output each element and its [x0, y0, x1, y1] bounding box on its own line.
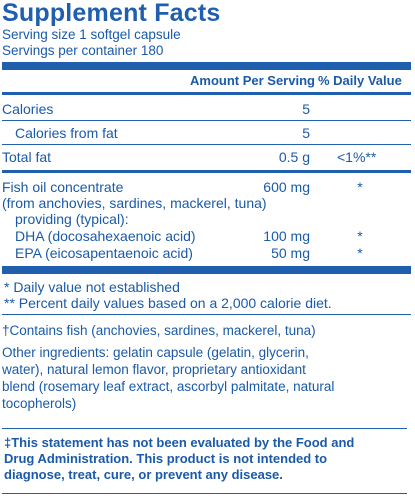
row-divider: [2, 120, 411, 121]
other-ingredients-line: blend (rosemary leaf extract, ascorbyl palmitate, natural: [2, 379, 335, 394]
row-amount-epa: 50 mg: [271, 245, 310, 261]
column-header-daily-value: % Daily Value: [318, 73, 402, 88]
row-amount-fish-oil: 600 mg: [263, 179, 310, 195]
row-amount-calories: 5: [302, 101, 310, 117]
row-label-fish-oil-source: (from anchovies, sardines, mackerel, tuna): [2, 195, 267, 211]
disclaimer-line: ‡This statement has not been evaluated by the Food and: [4, 435, 355, 450]
serving-size: Serving size 1 softgel capsule: [2, 27, 181, 42]
thick-divider: [2, 266, 411, 274]
row-dv-epa: *: [357, 245, 363, 261]
row-label-epa: EPA (eicosapentaenoic acid): [15, 245, 193, 261]
header-divider: [2, 92, 411, 95]
row-label-total-fat: Total fat: [2, 149, 52, 165]
row-dv-total-fat: <1%**: [337, 149, 377, 165]
row-label-fish-oil: Fish oil concentrate: [2, 179, 124, 195]
servings-per-container: Servings per container 180: [2, 43, 164, 58]
row-label-calories: Calories: [2, 101, 54, 117]
row-dv-fish-oil: *: [357, 179, 363, 195]
row-divider: [2, 144, 411, 145]
panel-title: Supplement Facts: [2, 0, 221, 27]
other-ingredients-line: tocopherols): [2, 396, 77, 411]
row-label-calories-from-fat: Calories from fat: [15, 125, 118, 141]
row-amount-calories-from-fat: 5: [302, 125, 310, 141]
thick-divider: [2, 62, 411, 70]
disclaimer-line: Drug Administration. This product is not intended to: [4, 451, 328, 466]
row-label-providing: providing (typical):: [15, 211, 129, 227]
contains-fish-note: †Contains fish (anchovies, sardines, mackerel, tuna): [2, 323, 316, 338]
row-dv-dha: *: [357, 228, 363, 244]
fda-disclaimer-box: [2, 428, 407, 494]
disclaimer-line: diagnose, treat, cure, or prevent any disease.: [4, 467, 283, 482]
other-ingredients-line: Other ingredients: gelatin capsule (gelatin, glycerin,: [2, 345, 309, 360]
row-amount-dha: 100 mg: [263, 228, 310, 244]
footnote-percent-daily: ** Percent daily values based on a 2,000 calorie diet.: [4, 295, 332, 311]
section-divider: [2, 170, 411, 173]
footnote-daily-value: * Daily value not established: [4, 279, 180, 295]
other-ingredients-line: water), natural lemon flavor, proprietary antioxidant: [2, 362, 306, 377]
column-header-amount: Amount Per Serving: [190, 73, 315, 88]
panel-bottom-border: [2, 314, 411, 315]
row-amount-total-fat: 0.5 g: [278, 149, 310, 165]
row-label-dha: DHA (docosahexaenoic acid): [15, 228, 196, 244]
